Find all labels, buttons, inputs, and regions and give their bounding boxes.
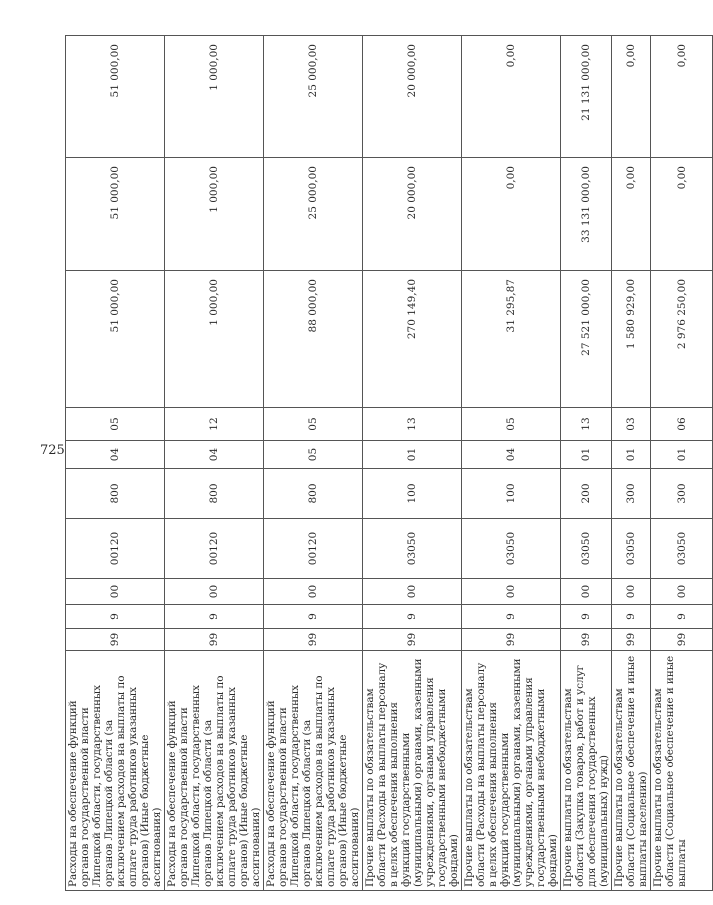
code-section: 01: [561, 441, 612, 469]
amount-year-2: 33 131 000,00: [561, 158, 612, 271]
code-section: 04: [462, 441, 561, 469]
code-program: 99: [66, 629, 165, 651]
row-description: Расходы на обеспечение функций органов государственной власти Липецкой области, государственных органов Липецкой области (за исключением расходов на выплаты по оплате труда работников указанных органов) (Иные бюджетные ассигнования): [165, 651, 264, 891]
amount-year-3: 0,00: [462, 36, 561, 158]
table-row: [165, 36, 264, 891]
table-row: [462, 36, 561, 891]
page-number: 725: [40, 443, 65, 458]
code-subprogram: 9: [165, 605, 264, 629]
table-row: [561, 36, 612, 891]
code-expense-type: 800: [264, 469, 363, 519]
code-expense-type: 100: [462, 469, 561, 519]
code-subsection: 12: [165, 408, 264, 441]
code-subprogram: 9: [363, 605, 462, 629]
code-main-activity: 00: [651, 579, 713, 605]
code-subprogram: 9: [264, 605, 363, 629]
amount-year-2: 25 000,00: [264, 158, 363, 271]
code-main-activity: 00: [264, 579, 363, 605]
table-row: [651, 36, 713, 891]
code-section: 05: [264, 441, 363, 469]
row-description: Прочие выплаты по обязательствам области (Социальное обеспечение и иные выплаты: [651, 651, 713, 891]
code-expense-type: 300: [651, 469, 713, 519]
code-expense-type: 800: [165, 469, 264, 519]
row-description: Прочие выплаты по обязательствам области (Расходы на выплаты персоналу в целях обеспечения выполнения функций государственными (муниципальными) органами, казенными учреждениями, органами управления государственными внебюджетными фондами): [462, 651, 561, 891]
amount-year-2: 0,00: [612, 158, 651, 271]
amount-year-1: 2 976 250,00: [651, 271, 713, 408]
amount-year-3: 20 000,00: [363, 36, 462, 158]
code-program: 99: [561, 629, 612, 651]
code-main-activity: 00: [612, 579, 651, 605]
amount-year-2: 0,00: [462, 158, 561, 271]
amount-year-2: 0,00: [651, 158, 713, 271]
code-section: 04: [165, 441, 264, 469]
row-description: Прочие выплаты по обязательствам области (Расходы на выплаты персоналу в целях обеспечения выполнения функций государственными (муниципальными) органами, казенными учреждениями, органами управления государственными внебюджетными фондами): [363, 651, 462, 891]
code-direction: 00120: [66, 519, 165, 579]
code-expense-type: 800: [66, 469, 165, 519]
table-row: [66, 36, 165, 891]
code-main-activity: 00: [363, 579, 462, 605]
table-row: [363, 36, 462, 891]
code-direction: 03050: [561, 519, 612, 579]
amount-year-1: 88 000,00: [264, 271, 363, 408]
amount-year-3: 0,00: [651, 36, 713, 158]
code-section: 01: [651, 441, 713, 469]
amount-year-2: 51 000,00: [66, 158, 165, 271]
code-section: 01: [363, 441, 462, 469]
code-program: 99: [612, 629, 651, 651]
code-subsection: 06: [651, 408, 713, 441]
code-main-activity: 00: [462, 579, 561, 605]
code-subsection: 03: [612, 408, 651, 441]
code-direction: 00120: [165, 519, 264, 579]
row-description: Прочие выплаты по обязательствам области (Социальное обеспечение и иные выплаты населению): [612, 651, 651, 891]
code-program: 99: [165, 629, 264, 651]
amount-year-1: 270 149,40: [363, 271, 462, 408]
code-direction: 03050: [651, 519, 713, 579]
code-subsection: 05: [264, 408, 363, 441]
amount-year-3: 0,00: [612, 36, 651, 158]
row-description: Расходы на обеспечение функций органов государственной власти Липецкой области, государственных органов Липецкой области (за исключением расходов на выплаты по оплате труда работников указанных органов) (Иные бюджетные ассигнования): [264, 651, 363, 891]
code-expense-type: 300: [612, 469, 651, 519]
code-program: 99: [264, 629, 363, 651]
code-subsection: 05: [462, 408, 561, 441]
amount-year-2: 1 000,00: [165, 158, 264, 271]
code-main-activity: 00: [561, 579, 612, 605]
code-section: 01: [612, 441, 651, 469]
amount-year-2: 20 000,00: [363, 158, 462, 271]
code-subsection: 13: [363, 408, 462, 441]
amount-year-3: 21 131 000,00: [561, 36, 612, 158]
code-program: 99: [363, 629, 462, 651]
code-direction: 03050: [462, 519, 561, 579]
code-program: 99: [651, 629, 713, 651]
row-description: Прочие выплаты по обязательствам области (Закупка товаров, работ и услуг для обеспечения государственных (муниципальных) нужд): [561, 651, 612, 891]
code-direction: 03050: [612, 519, 651, 579]
code-subprogram: 9: [612, 605, 651, 629]
amount-year-3: 1 000,00: [165, 36, 264, 158]
code-subprogram: 9: [561, 605, 612, 629]
code-subprogram: 9: [651, 605, 713, 629]
code-subprogram: 9: [462, 605, 561, 629]
amount-year-1: 51 000,00: [66, 271, 165, 408]
amount-year-3: 51 000,00: [66, 36, 165, 158]
code-section: 04: [66, 441, 165, 469]
scanned-table-area: [65, 36, 688, 891]
code-subprogram: 9: [66, 605, 165, 629]
amount-year-1: 31 295,87: [462, 271, 561, 408]
amount-year-1: 1 580 929,00: [612, 271, 651, 408]
code-subsection: 13: [561, 408, 612, 441]
amount-year-1: 1 000,00: [165, 271, 264, 408]
code-program: 99: [462, 629, 561, 651]
code-expense-type: 200: [561, 469, 612, 519]
table-row: [612, 36, 651, 891]
rotated-table-wrapper: [65, 36, 688, 891]
amount-year-3: 25 000,00: [264, 36, 363, 158]
code-expense-type: 100: [363, 469, 462, 519]
budget-table: [65, 35, 713, 891]
code-subsection: 05: [66, 408, 165, 441]
code-main-activity: 00: [165, 579, 264, 605]
code-direction: 00120: [264, 519, 363, 579]
code-main-activity: 00: [66, 579, 165, 605]
code-direction: 03050: [363, 519, 462, 579]
amount-year-1: 27 521 000,00: [561, 271, 612, 408]
row-description: Расходы на обеспечение функций органов государственной власти Липецкой области, государственных органов Липецкой области (за исключением расходов на выплаты по оплате труда работников указанных органов) (Иные бюджетные ассигнования): [66, 651, 165, 891]
table-row: [264, 36, 363, 891]
